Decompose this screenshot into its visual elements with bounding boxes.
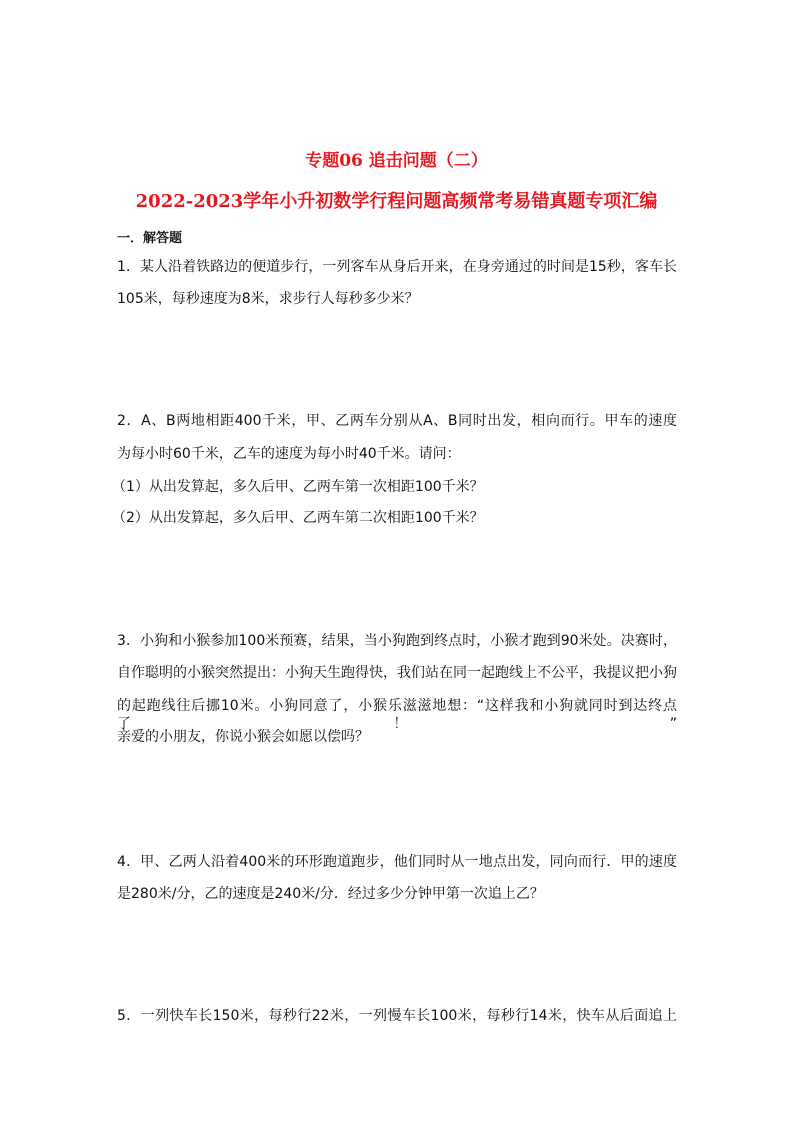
- document-subtitle: 2022-2023学年小升初数学行程问题高频常考易错真题专项汇编: [135, 191, 658, 212]
- question-line: 4．甲、乙两人沿着400米的环形跑道跑步，他们同时从一地点出发，同向而行．甲的速度: [117, 854, 677, 870]
- sub-question: （1）从出发算起，多久后甲、乙两车第一次相距100千米？: [112, 479, 484, 495]
- section-heading: 一．解答题: [117, 231, 183, 246]
- question-line: 1．某人沿着铁路边的便道步行，一列客车从身后开来，在身旁通过的时间是15秒，客车长: [117, 259, 677, 275]
- question-line: 5．一列快车长150米，每秒行22米，一列慢车长100米，每秒行14米，快车从后面追上: [117, 1008, 677, 1024]
- question-line: 105米，每秒速度为8米，求步行人每秒多少米？: [117, 291, 419, 307]
- question-line: 是280米/分，乙的速度是240米/分．经过多少分钟甲第一次追上乙？: [117, 886, 544, 902]
- question-line: 2．A、B两地相距400千米，甲、乙两车分别从A、B同时出发，相向而行。甲车的速度: [117, 413, 677, 429]
- sub-question: （2）从出发算起，多久后甲、乙两车第二次相距100千米？: [112, 510, 484, 526]
- question-line: 亲爱的小朋友，你说小猴会如愿以偿吗？: [117, 729, 369, 745]
- question-line: 的起跑线往后挪10米。小狗同意了，小猴乐滋滋地想：“这样我和小狗就同时到达终点了！”: [117, 698, 677, 732]
- question-line: 3．小狗和小猴参加100米预赛，结果，当小狗跑到终点时，小猴才跑到90米处。决赛时，: [117, 633, 677, 649]
- question-line: 为每小时60千米，乙车的速度为每小时40千米。请问：: [117, 446, 461, 462]
- document-title: 专题06 追击问题（二）: [305, 151, 488, 171]
- question-line: 自作聪明的小猴突然提出：小狗天生跑得快，我们站在同一起跑线上不公平，我提议把小狗: [117, 665, 677, 681]
